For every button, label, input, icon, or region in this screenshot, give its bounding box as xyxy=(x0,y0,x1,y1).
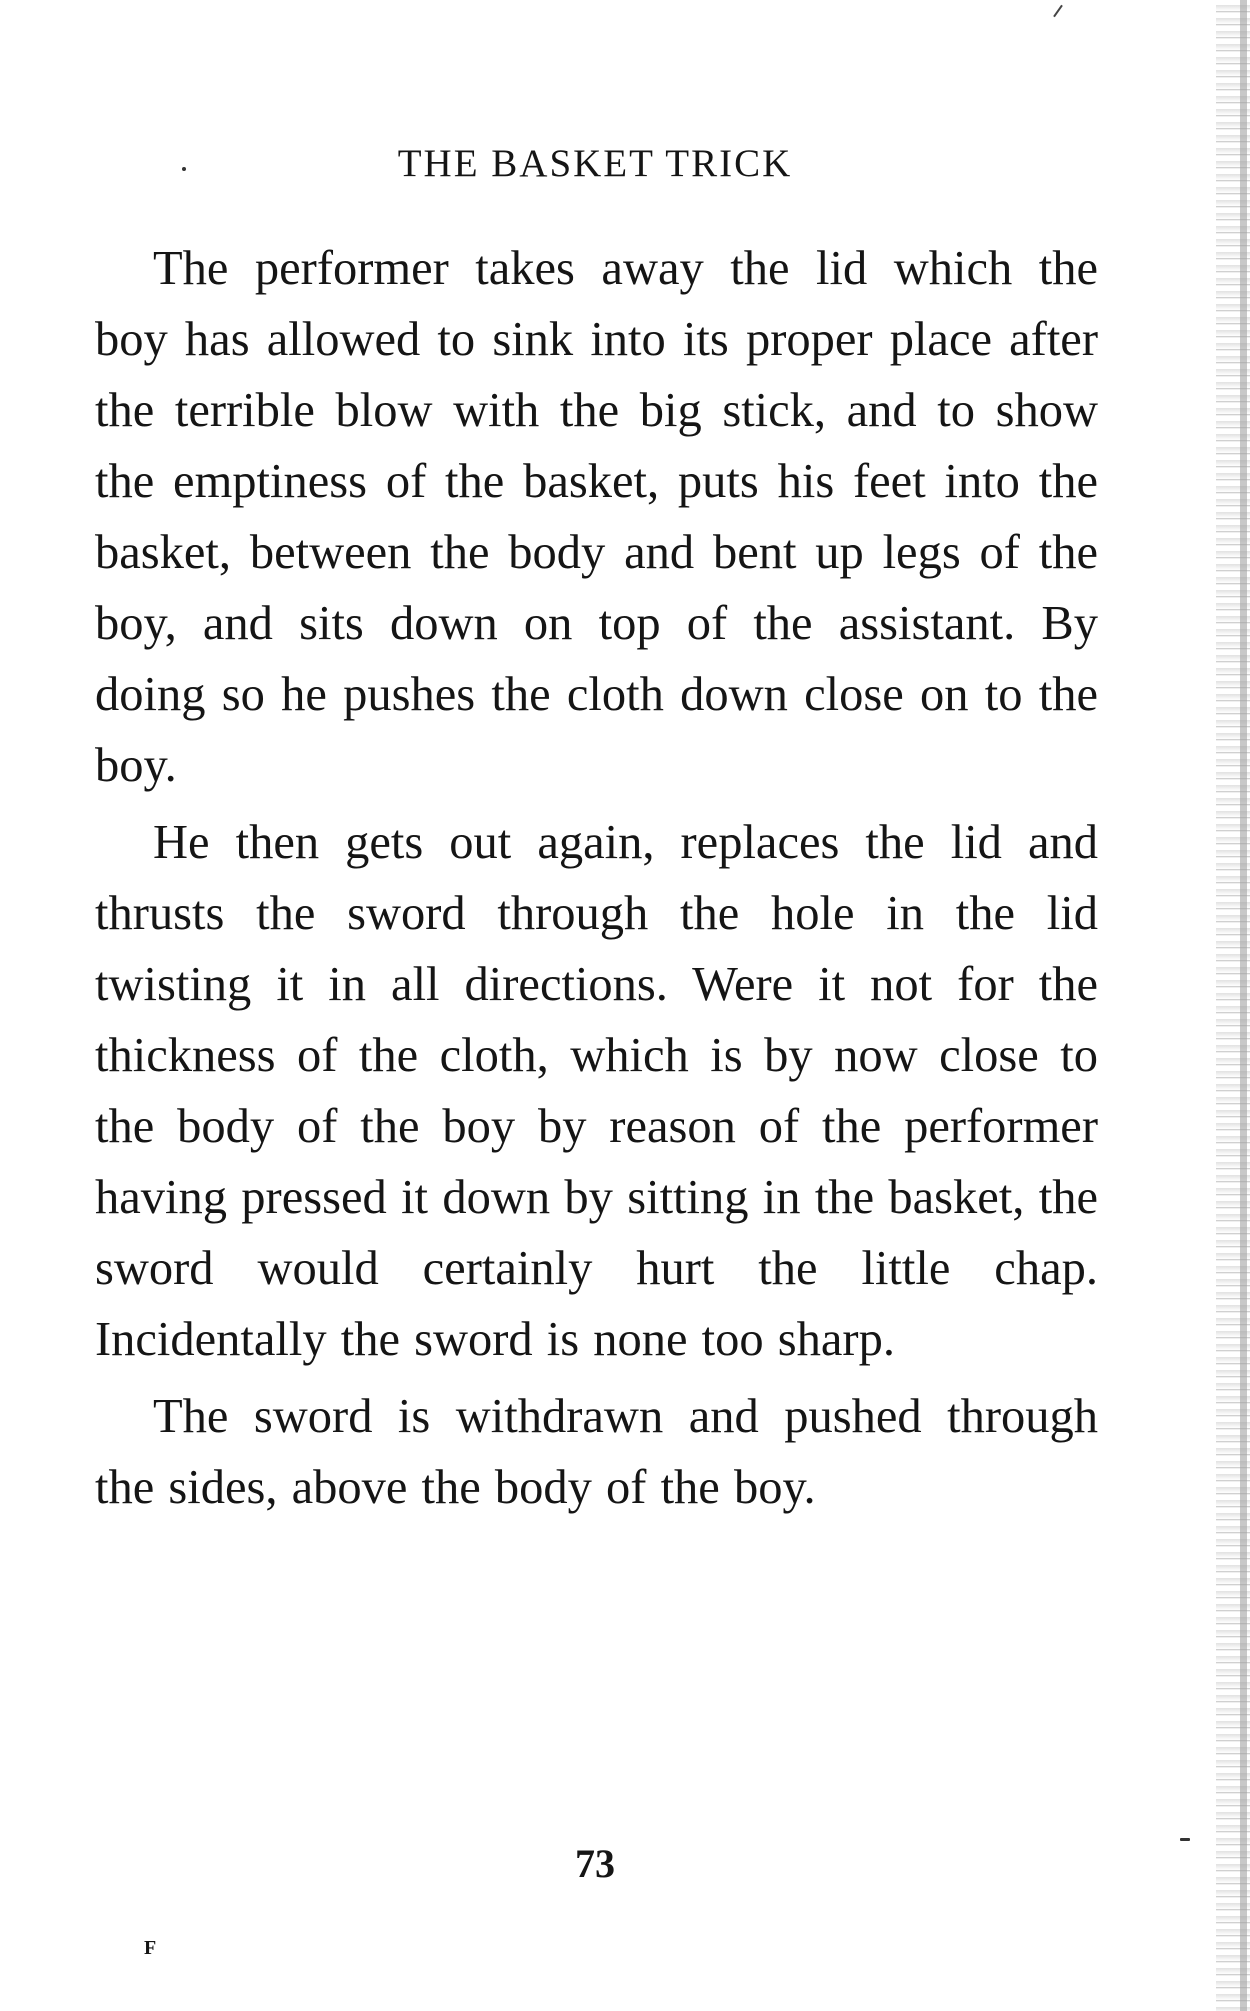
body-text xyxy=(95,233,1098,1529)
paragraph-3: The sword is withdrawn and pushed through the sides, above the body of the boy. xyxy=(95,1390,1098,1514)
paragraph-2: He then gets out again, replaces the lid and thrusts the sword through the hole in the lid twisting it in all directions. Were it not for the thickness of the cloth, which is by now close to the body of the boy by reason of the performer having pressed it down by sitting in the basket, the sword would certainly hurt the little chap. Incidentally the sword is none too sharp. xyxy=(95,816,1098,1366)
scan-tick-mark xyxy=(1053,5,1063,18)
printer-mark: F xyxy=(144,1937,157,1959)
scan-speck xyxy=(182,167,186,171)
scan-page-edge xyxy=(1216,0,1250,2011)
running-head: THE BASKET TRICK xyxy=(397,142,793,185)
scan-speck xyxy=(1180,1838,1190,1841)
page-number: 73 xyxy=(575,1841,615,1886)
paragraph-1: The performer takes away the lid which the boy has allowed to sink into its proper place after the terrible blow with the big stick, and to show the emptiness of the basket, puts his feet into the basket, between the body and bent up legs of the boy, and sits down on top of the assistant. By doing so he pushes the cloth down close on to the boy. xyxy=(95,242,1098,792)
